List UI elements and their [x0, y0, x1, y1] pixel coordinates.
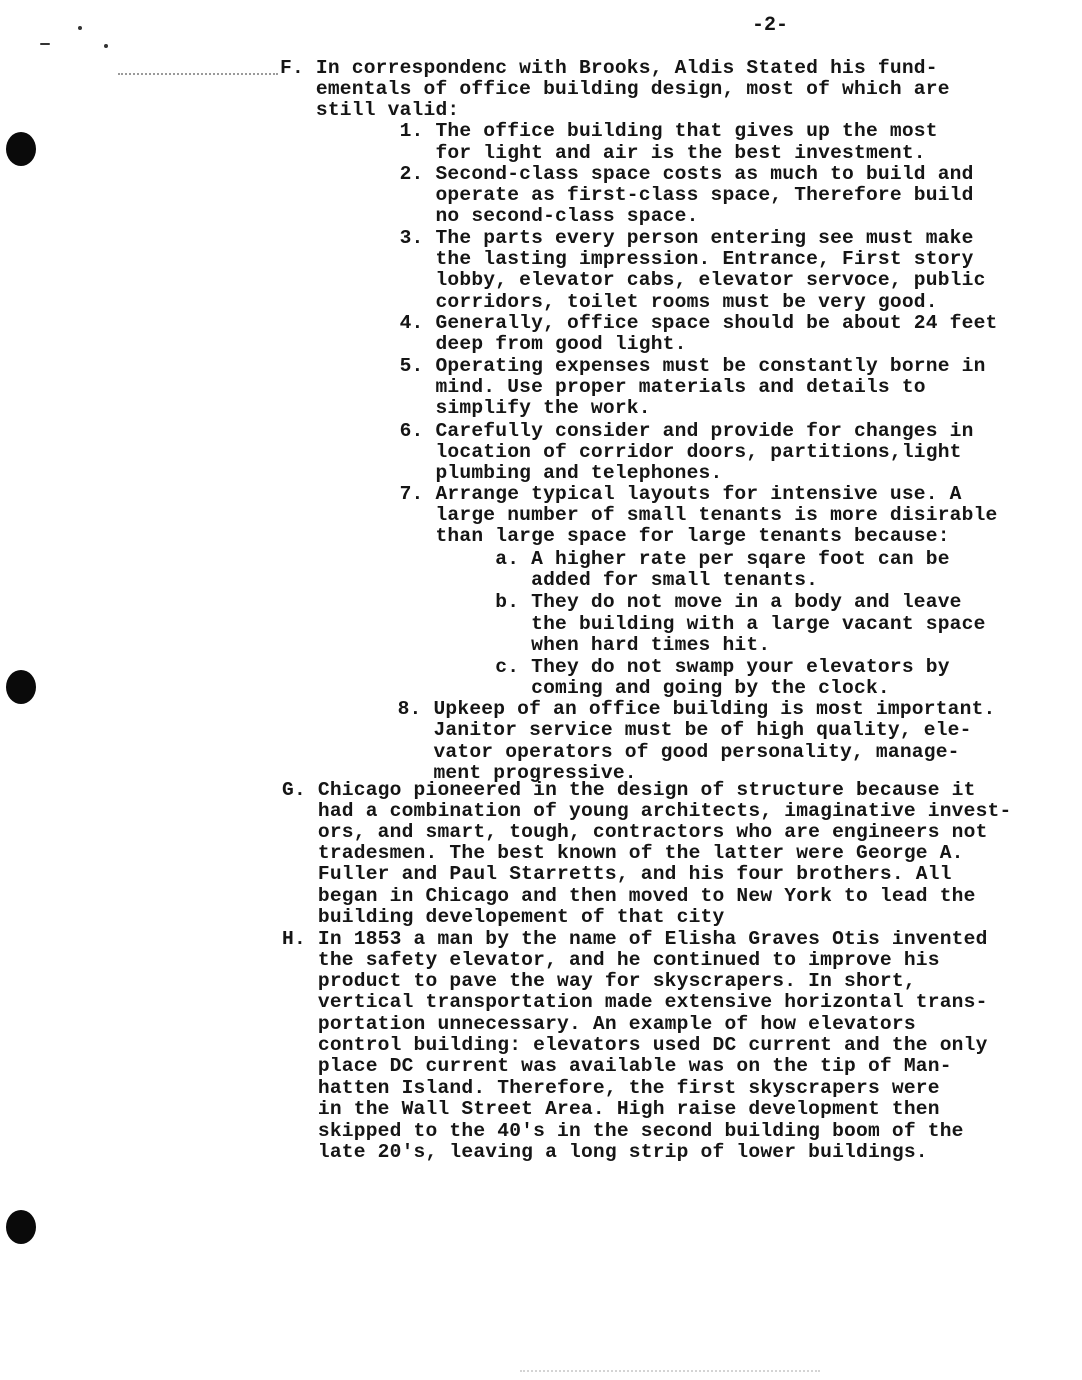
text-line: large number of small tenants is more disirable: [280, 504, 998, 526]
text-line: 6. Carefully consider and provide for changes in: [280, 420, 974, 442]
text-line: ment progressive.: [278, 762, 637, 784]
text-line: in the Wall Street Area. High raise development then: [282, 1098, 940, 1120]
punch-hole: [6, 1210, 36, 1244]
text-line: coming and going by the clock.: [280, 677, 890, 699]
text-line: building developement of that city: [282, 906, 725, 928]
text-line: 7. Arrange typical layouts for intensive use. A: [280, 483, 962, 505]
punch-hole: [6, 670, 36, 704]
text-line: H. In 1853 a man by the name of Elisha Graves Otis invented: [282, 928, 988, 950]
text-line: still valid:: [280, 99, 460, 121]
text-line: control building: elevators used DC current and the only: [282, 1034, 988, 1056]
text-line: the safety elevator, and he continued to improve his: [282, 949, 940, 971]
text-line: deep from good light.: [280, 333, 687, 355]
text-line: added for small tenants.: [280, 569, 819, 591]
text-line: the building with a large vacant space: [280, 613, 986, 635]
scan-noise: [118, 73, 278, 75]
text-line: 5. Operating expenses must be constantly borne in: [280, 355, 986, 377]
text-line: no second-class space.: [280, 205, 699, 227]
text-line: portation unnecessary. An example of how elevators: [282, 1013, 916, 1035]
text-line: late 20's, leaving a long strip of lower buildings.: [282, 1141, 928, 1163]
text-line: vertical transportation made extensive horizontal trans-: [282, 991, 988, 1013]
text-line: tradesmen. The best known of the latter were George A.: [282, 842, 964, 864]
speck: [104, 44, 108, 48]
text-line: the lasting impression. Entrance, First story: [280, 248, 974, 270]
text-line: mind. Use proper materials and details to: [280, 376, 926, 398]
text-line: 1. The office building that gives up the most: [280, 120, 938, 142]
text-line: 2. Second-class space costs as much to build and: [280, 163, 974, 185]
text-line: 3. The parts every person entering see must make: [280, 227, 974, 249]
text-line: had a combination of young architects, imaginative invest-: [282, 800, 1012, 822]
text-line: operate as first-class space, Therefore build: [280, 184, 974, 206]
text-line: skipped to the 40's in the second building boom of the: [282, 1120, 964, 1142]
text-line: G. Chicago pioneered in the design of structure because it: [282, 779, 976, 801]
text-line: for light and air is the best investment.: [280, 142, 926, 164]
punch-hole: [6, 132, 36, 166]
text-line: product to pave the way for skyscrapers. In short,: [282, 970, 916, 992]
speck: [78, 26, 82, 30]
text-line: c. They do not swamp your elevators by: [280, 656, 950, 678]
text-line: ementals of office building design, most of which are: [280, 78, 950, 100]
text-line: F. In correspondenc with Brooks, Aldis Stated his fund-: [280, 57, 938, 79]
text-line: Janitor service must be of high quality, ele-: [278, 719, 972, 741]
text-line: hatten Island. Therefore, the first skyscrapers were: [282, 1077, 940, 1099]
text-line: lobby, elevator cabs, elevator servoce, public: [280, 269, 986, 291]
text-line: when hard times hit.: [280, 634, 771, 656]
text-line: vator operators of good personality, manage-: [278, 741, 960, 763]
page-number: -2-: [752, 14, 789, 37]
text-line: Fuller and Paul Starretts, and his four brothers. All: [282, 863, 952, 885]
text-line: 8. Upkeep of an office building is most important.: [278, 698, 996, 720]
speck: [40, 43, 50, 45]
scan-noise: [520, 1370, 820, 1372]
text-line: location of corridor doors, partitions,light: [280, 441, 962, 463]
text-line: than large space for large tenants because:: [280, 525, 950, 547]
text-line: 4. Generally, office space should be about 24 feet: [280, 312, 998, 334]
text-line: plumbing and telephones.: [280, 462, 723, 484]
text-line: simplify the work.: [280, 397, 651, 419]
text-line: place DC current was available was on the tip of Man-: [282, 1055, 952, 1077]
text-line: ors, and smart, tough, contractors who are engineers not: [282, 821, 988, 843]
text-line: corridors, toilet rooms must be very good.: [280, 291, 938, 313]
text-line: a. A higher rate per sqare foot can be: [280, 548, 950, 570]
text-line: began in Chicago and then moved to New York to lead the: [282, 885, 976, 907]
text-line: b. They do not move in a body and leave: [280, 591, 962, 613]
